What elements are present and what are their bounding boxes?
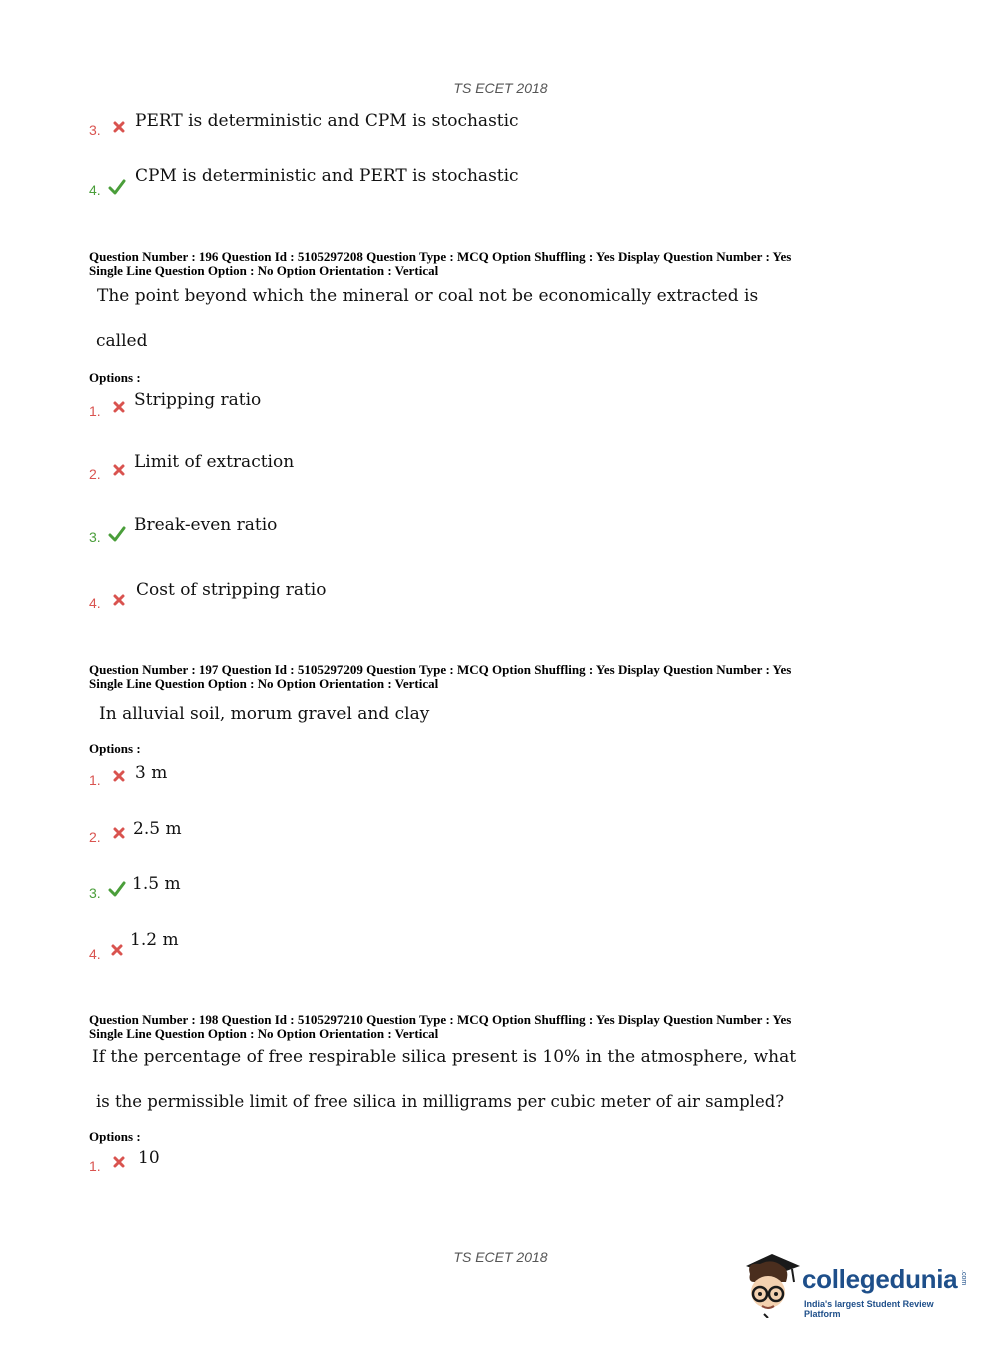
question-meta-line: Question Number : 196 Question Id : 5105297208 Question Type : MCQ Option Shuffling : Yes Display Question Number : Yes <box>89 249 792 264</box>
cross-icon <box>111 399 127 415</box>
question-meta-line: Single Line Question Option : No Option Orientation : Vertical <box>89 1026 439 1041</box>
cross-icon <box>109 942 125 958</box>
mascot-icon <box>742 1252 802 1318</box>
question-text: is the permissible limit of free silica in milligrams per cubic meter of air sampled? <box>96 1092 785 1111</box>
question-meta-line: Single Line Question Option : No Option Orientation : Vertical <box>89 676 439 691</box>
check-icon <box>108 178 126 196</box>
collegedunia-logo <box>742 1250 972 1320</box>
check-icon <box>108 880 126 898</box>
cross-icon <box>111 592 127 608</box>
option-text: Break-even ratio <box>134 515 278 535</box>
question-text: In alluvial soil, morum gravel and clay <box>99 704 430 724</box>
option-number: 1. <box>89 772 101 788</box>
check-icon <box>108 525 126 543</box>
option-text: Limit of extraction <box>134 452 295 472</box>
question-meta-line: Single Line Question Option : No Option Orientation : Vertical <box>89 263 439 278</box>
page-footer: TS ECET 2018 <box>453 1249 548 1265</box>
question-meta-line: Question Number : 197 Question Id : 5105297209 Question Type : MCQ Option Shuffling : Yes Display Question Number : Yes <box>89 662 792 677</box>
cross-icon <box>111 462 127 478</box>
option-number: 1. <box>89 1158 101 1174</box>
option-number: 4. <box>89 946 101 962</box>
option-number: 4. <box>89 182 101 198</box>
option-number: 3. <box>89 529 101 545</box>
cross-icon <box>111 768 127 784</box>
options-label: Options : <box>89 370 141 385</box>
option-number: 2. <box>89 829 101 845</box>
option-number: 2. <box>89 466 101 482</box>
option-number: 1. <box>89 403 101 419</box>
option-text: 1.5 m <box>132 874 181 894</box>
option-text: Stripping ratio <box>134 390 262 410</box>
page-header: TS ECET 2018 <box>453 80 548 96</box>
logo-tagline: India's largest Student Review Platform <box>804 1299 934 1319</box>
cross-icon <box>111 1154 127 1170</box>
question-meta-line: Question Number : 198 Question Id : 5105297210 Question Type : MCQ Option Shuffling : Yes Display Question Number : Yes <box>89 1012 792 1027</box>
option-number: 3. <box>89 122 101 138</box>
cross-icon <box>111 825 127 841</box>
option-text: 2.5 m <box>133 819 182 839</box>
option-number: 4. <box>89 595 101 611</box>
logo-name: collegedunia <box>802 1264 958 1294</box>
option-text: 10 <box>138 1148 160 1168</box>
option-text: Cost of stripping ratio <box>136 580 327 600</box>
option-number: 3. <box>89 885 101 901</box>
option-text: 1.2 m <box>130 930 179 950</box>
logo-suffix: .com <box>960 1270 967 1286</box>
options-label: Options : <box>89 741 141 756</box>
option-text: 3 m <box>135 763 168 783</box>
options-label: Options : <box>89 1129 141 1144</box>
question-text: called <box>96 331 148 351</box>
option-text: CPM is deterministic and PERT is stochastic <box>135 166 519 186</box>
option-text: PERT is deterministic and CPM is stochastic <box>135 111 519 131</box>
question-text: If the percentage of free respirable silica present is 10% in the atmosphere, what <box>92 1047 797 1067</box>
cross-icon <box>111 119 127 135</box>
question-text: The point beyond which the mineral or coal not be economically extracted is <box>97 286 759 306</box>
